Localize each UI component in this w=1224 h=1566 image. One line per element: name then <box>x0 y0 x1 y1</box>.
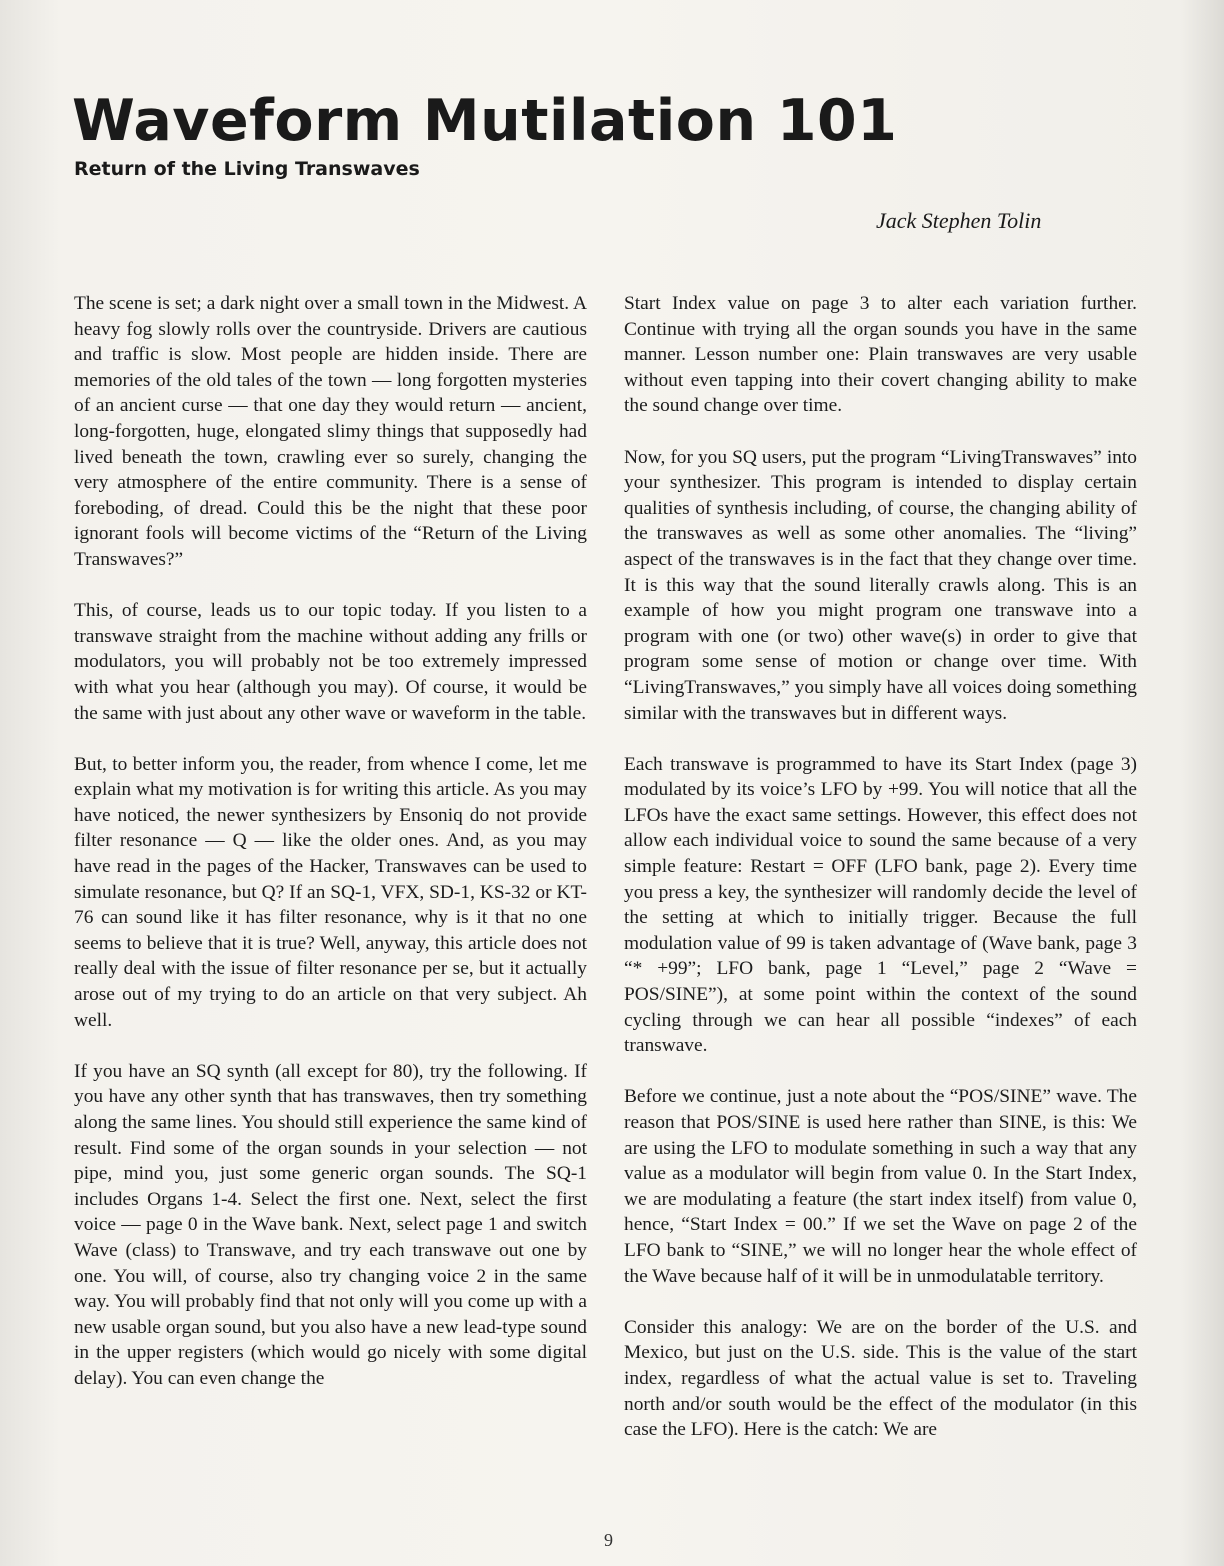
author-byline: Jack Stephen Tolin <box>876 208 1042 233</box>
page-number: 9 <box>604 1530 613 1550</box>
paragraph: This, of course, leads us to our topic today. If you listen to a transwave straight from the machine without adding any frills or modulators, you will probably not be too extremely impressed with what you hear (although you may). Of course, it would be the same with just about any other wave or waveform in the table. <box>74 600 587 724</box>
paragraph: Before we continue, just a note about the “POS/SINE” wave. The reason that POS/SINE is used here rather than SINE, is this: We are using the LFO to modulate something in such a way that any value as a modulator will begin from value 0. In the Start Index, we are modulating a feature (the start index itself) from value 0, hence, “Start Index = 00.” If we set the Wave on page 2 of the LFO bank to “SINE,” we will no longer hear the whole effect of the Wave because half of it will be in unmodulatable territory. <box>624 1086 1137 1287</box>
paragraph: Each transwave is programmed to have its Start Index (page 3) modulated by its voice’s LFO by +99. You will notice that all the LFOs have the exact same settings. However, this effect does not allow each individual voice to sound the same because of a very simple feature: Restart = OFF (LFO bank, page 2). Every time you press a key, the synthesizer will randomly decide the level of the setting at which to initially trigger. Because the full modulation value of 99 is taken advantage of (Wave bank, page 3 “* +99”; LFO bank, page 1 “Level,” page 2 “Wave = POS/SINE”), at some point within the context of the sound cycling through we can hear all possible “indexes” of each transwave. <box>624 753 1137 1057</box>
paragraph: But, to better inform you, the reader, from whence I come, let me explain what my motivation is for writing this article. As you may have noticed, the newer synthesizers by Ensoniq do not provide filter resonance — Q — like the older ones. And, as you may have read in the pages of the Hacker, Transwaves can be used to simulate resonance, but Q? If an SQ-1, VFX, SD-1, KS-32 or KT-76 can sound like it has filter resonance, why is it that no one seems to believe that it is true? Well, anyway, this article does not really deal with the issue of filter resonance per se, but it actually arose out of my trying to do an article on that very subject. Ah well. <box>74 753 587 1031</box>
article-title: Waveform Mutilation 101 <box>72 88 898 154</box>
paragraph: Consider this analogy: We are on the border of the U.S. and Mexico, but just on the U.S. side. This is the value of the start index, regardless of what the actual value is set to. Traveling north and/or south would be the effect of the modulator (in this case the LFO). Here is the catch: We are <box>624 1316 1137 1441</box>
article-subtitle: Return of the Living Transwaves <box>74 158 420 180</box>
right-column <box>624 291 1137 1468</box>
paragraph: Now, for you SQ users, put the program “LivingTranswaves” into your synthesizer. This program is intended to display certain qualities of synthesis including, of course, the changing ability of the transwaves as well as some other anomalies. The “living” aspect of the transwaves is in the fact that they change over time. It is this way that the sound literally crawls along. This is an example of how you might program one transwave into a program with one (or two) other wave(s) in order to give that program some sense of motion or change over time. With “LivingTranswaves,” you simply have all voices doing something similar with the transwaves but in different ways. <box>624 446 1137 724</box>
paragraph: The scene is set; a dark night over a small town in the Midwest. A heavy fog slowly rolls over the countryside. Drivers are cautious and traffic is slow. Most people are hidden inside. There are memories of the old tales of the town — long forgotten mysteries of an ancient curse — that one day they would return — ancient, long-forgotten, huge, elongated slimy things that supposedly had lived beneath the town, crawling ever so surely, changing the very atmosphere of the entire community. There is a sense of foreboding, of dread. Could this be the night that these poor ignorant fools will become victims of the “Return of the Living Transwaves?” <box>74 293 587 570</box>
paragraph: Start Index value on page 3 to alter each variation further. Continue with trying all the organ sounds you have in the same manner. Lesson number one: Plain transwaves are very usable without even tapping into their covert changing ability to make the sound change over time. <box>624 293 1137 417</box>
paragraph: If you have an SQ synth (all except for 80), try the following. If you have any other synth that has transwaves, then try something along the same lines. You should still experience the same kind of result. Find some of the organ sounds in your selection — not pipe, mind you, just some generic organ sounds. The SQ-1 includes Organs 1-4. Select the first one. Next, select the first voice — page 0 in the Wave bank. Next, select page 1 and switch Wave (class) to Transwave, and try each transwave out one by one. You will, of course, also try changing voice 2 in the same way. You will probably find that not only will you come up with a new usable organ sound, but you also have a new lead-type sound in the upper registers (which would go nicely with some digital delay). You can even change the <box>74 1060 587 1389</box>
left-column <box>74 291 587 1417</box>
